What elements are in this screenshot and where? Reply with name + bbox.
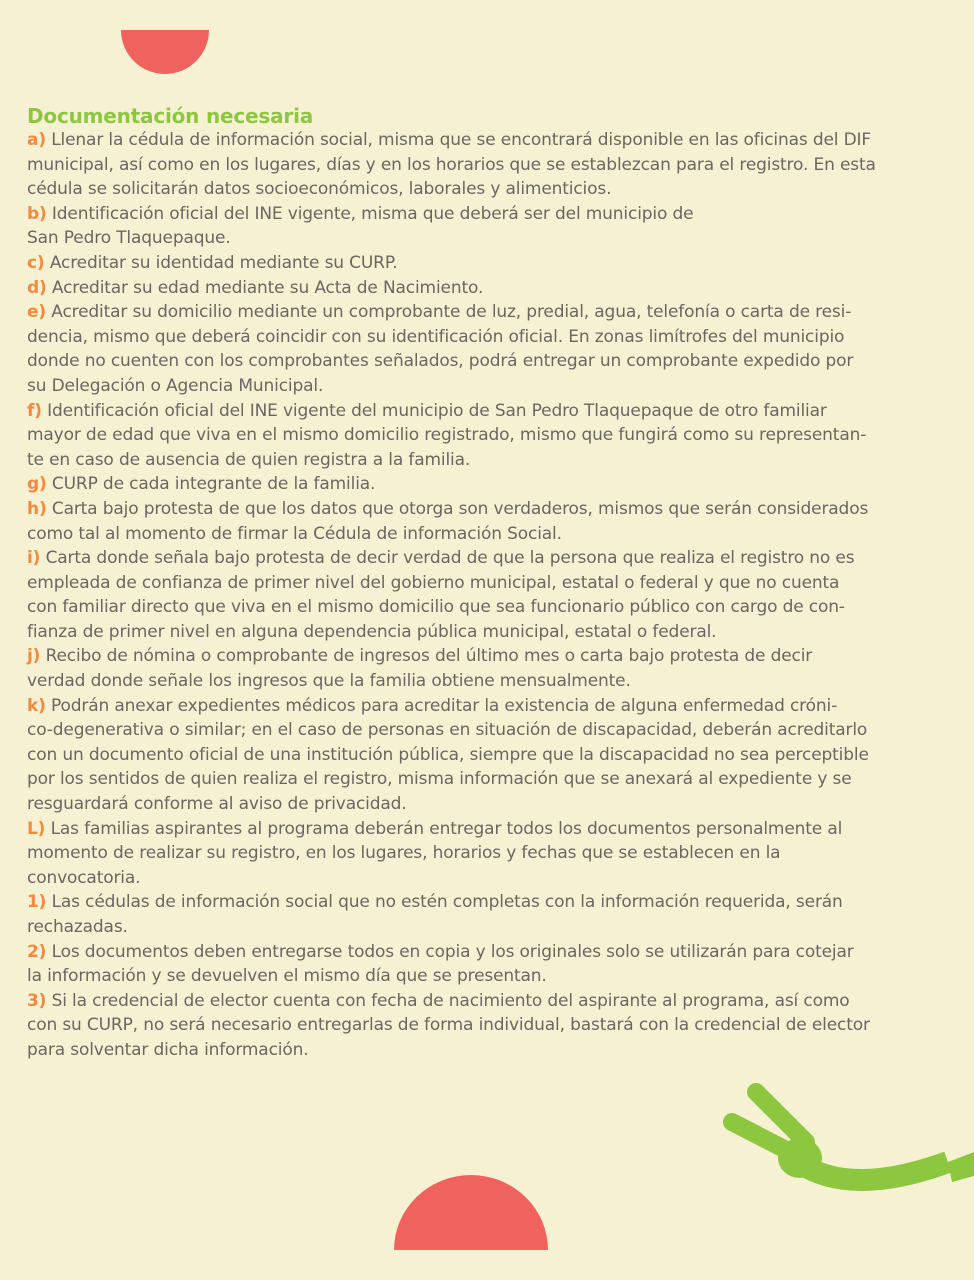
item-text-line: CURP de cada integrante de la familia. (51, 474, 376, 495)
item-text-line: Los documentos deben entregarse todos en copia y los originales solo se utilizarán para cotejar (51, 941, 854, 962)
item-text-line: Identificación oficial del INE vigente, misma que deberá ser del municipio de (51, 203, 694, 224)
item-text-line: mayor de edad que viva en el mismo domicilio registrado, mismo que fungirá como su representan- (27, 425, 867, 446)
requirement-item (27, 472, 917, 497)
item-marker: h) (27, 498, 47, 519)
requirement-item (27, 989, 917, 1063)
item-text-line: verdad donde señale los ingresos que la familia obtiene mensualmente. (27, 671, 631, 692)
item-text-line: te en caso de ausencia de quien registra a la familia. (27, 449, 471, 470)
item-text-line: Podrán anexar expedientes médicos para acreditar la existencia de alguna enfermedad cróni- (51, 695, 838, 716)
section-heading: Documentación necesaria (27, 104, 314, 128)
item-text-line: con su CURP, no será necesario entregarlas de forma individual, bastará con la credencial de elector (27, 1015, 870, 1036)
requirement-item (27, 644, 917, 693)
item-text-line: Las familias aspirantes al programa deberán entregar todos los documentos personalmente al (50, 818, 843, 839)
item-marker: c) (27, 252, 45, 273)
item-text-line: Acreditar su domicilio mediante un comprobante de luz, predial, agua, telefonía o carta de resi- (51, 302, 852, 323)
item-marker: L) (27, 818, 46, 839)
requirement-item (27, 497, 917, 546)
item-marker: f) (27, 400, 42, 421)
item-text-line: empleada de confianza de primer nivel del gobierno municipal, estatal o federal y que no cuenta (27, 572, 840, 593)
item-text-line: Llenar la cédula de información social, misma que se encontrará disponible en las oficinas del DIF (51, 130, 872, 150)
semicircle-bottom (394, 1175, 548, 1250)
item-text-line: Acreditar su edad mediante su Acta de Nacimiento. (51, 277, 484, 298)
item-text-line: Carta donde señala bajo protesta de decir verdad de que la persona que realiza el registro no es (45, 548, 855, 569)
item-text-line: Recibo de nómina o comprobante de ingresos del último mes o carta bajo protesta de decir (45, 646, 813, 667)
item-text-line: por los sentidos de quien realiza el registro, misma información que se anexará al expediente y se (27, 769, 852, 790)
item-text-line: dencia, mismo que deberá coincidir con su identificación oficial. En zonas limítrofes del municipio (27, 326, 845, 347)
item-text-line: Las cédulas de información social que no estén completas con la información requerida, serán (51, 892, 843, 913)
item-marker: e) (27, 302, 46, 323)
item-text-line: cédula se solicitarán datos socioeconómicos, laborales y alimenticios. (27, 179, 612, 200)
item-text-line: Identificación oficial del INE vigente del municipio de San Pedro Tlaquepaque de otro familiar (47, 400, 827, 421)
item-text-line: Si la credencial de elector cuenta con fecha de nacimiento del aspirante al programa, así como (51, 990, 850, 1011)
item-marker: g) (27, 474, 47, 495)
item-text-line: municipal, así como en los lugares, días y en los horarios que se establezcan para el registro. En esta (27, 154, 876, 175)
item-text-line: con un documento oficial de una institución pública, siempre que la discapacidad no sea perceptible (27, 744, 869, 765)
document-section (27, 104, 917, 1063)
item-marker: b) (27, 203, 47, 224)
item-text-line: como tal al momento de firmar la Cédula de información Social. (27, 523, 562, 544)
item-text-line: Acreditar su identidad mediante su CURP. (49, 252, 398, 273)
item-text-line: momento de realizar su registro, en los lugares, horarios y fechas que se establecen en la (27, 843, 781, 864)
item-marker: 3) (27, 990, 47, 1011)
item-marker: j) (27, 646, 41, 667)
requirement-item (27, 300, 917, 398)
item-marker: d) (27, 277, 47, 298)
item-marker: i) (27, 548, 41, 569)
requirement-item (27, 128, 917, 202)
requirement-item (27, 202, 917, 251)
requirement-item (27, 940, 917, 989)
item-text-line: resguardará conforme al aviso de privacidad. (27, 794, 407, 815)
requirement-item (27, 251, 917, 276)
requirements-list (27, 128, 917, 1063)
requirement-item (27, 817, 917, 891)
item-text-line: rechazadas. (27, 917, 128, 937)
item-text-line: San Pedro Tlaquepaque. (27, 228, 231, 249)
item-marker: 1) (27, 892, 47, 913)
semicircle-top (121, 30, 209, 74)
item-text-line: convocatoria. (27, 867, 141, 888)
item-text-line: para solventar dicha información. (27, 1039, 309, 1060)
fork-icon (700, 1070, 974, 1210)
item-text-line: co-degenerativa o similar; en el caso de personas en situación de discapacidad, deberán acreditarlo (27, 720, 868, 741)
requirement-item (27, 890, 917, 939)
requirement-item (27, 694, 917, 817)
requirement-item (27, 546, 917, 644)
item-text-line: fianza de primer nivel en alguna dependencia pública municipal, estatal o federal. (27, 621, 717, 642)
item-text-line: donde no cuenten con los comprobantes señalados, podrá entregar un comprobante expedido por (27, 351, 854, 372)
item-text-line: con familiar directo que viva en el mismo domicilio que sea funcionario público con cargo de con- (27, 597, 845, 618)
item-marker: a) (27, 130, 46, 150)
item-marker: 2) (27, 941, 47, 962)
item-text-line: su Delegación o Agencia Municipal. (27, 375, 324, 396)
item-marker: k) (27, 695, 46, 716)
requirement-item (27, 276, 917, 301)
requirement-item (27, 399, 917, 473)
item-text-line: la información y se devuelven el mismo día que se presentan. (27, 966, 547, 987)
item-text-line: Carta bajo protesta de que los datos que otorga son verdaderos, mismos que serán considerados (51, 498, 869, 519)
